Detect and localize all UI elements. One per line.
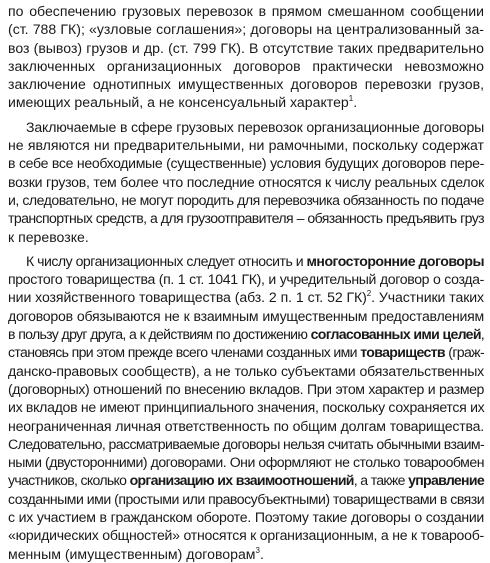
text-line — [8, 343, 484, 361]
text-run: простого товарищества (п. 1 ст. 1041 ГК), и учредительный договор о созда- — [8, 271, 484, 288]
footnote-ref: 3 — [255, 545, 260, 555]
text-run: неограниченная личная ответственность по общим долгам товарищества. — [8, 417, 484, 434]
text-line — [8, 490, 484, 508]
text-line — [8, 380, 484, 398]
text-line — [8, 545, 484, 563]
text-run: заключенных организационных договоров практически невозможно — [8, 57, 484, 74]
text-line — [8, 270, 484, 288]
text-run: к перевозке. — [8, 228, 89, 245]
text-line — [8, 173, 484, 191]
bold-term: управление — [408, 472, 484, 489]
text-line — [8, 435, 484, 453]
text-run: ными (двусторонними) договорами. Они оформляют не столько товарообмен — [8, 454, 484, 471]
text-line — [8, 57, 484, 75]
text-line — [8, 325, 484, 343]
text-run: в себе все необходимые (существенные) условия будущих договоров пере- — [8, 155, 484, 172]
paragraph-1 — [8, 2, 484, 112]
text-run: . Участники таких — [371, 289, 484, 306]
paragraph-3 — [8, 252, 484, 563]
text-line — [8, 136, 484, 154]
text-run: , — [480, 326, 484, 343]
text-run: созданными ими (простыми или правосубъектными) товариществами в связи — [8, 490, 485, 507]
text-line — [8, 93, 484, 111]
text-run: данско-правовых сообществ), а не только субъектами обязательственных — [8, 362, 484, 379]
text-line — [8, 307, 484, 325]
bold-term: товариществ — [360, 344, 445, 361]
text-line — [8, 39, 484, 57]
text-run: воз (вывоз) грузов и др. (ст. 799 ГК). В отсутствие таких предварительно — [8, 39, 484, 56]
text-run: Следовательно, рассматриваемые договоры нельзя считать обычными взаим- — [8, 435, 485, 452]
text-run: в пользу друг друга, а к действиям по достижению — [8, 326, 311, 343]
text-line — [8, 154, 484, 172]
text-line — [8, 398, 484, 416]
footnote-ref: 2 — [366, 289, 372, 299]
text-line — [8, 118, 484, 136]
text-run: заключение однотипных имущественных договоров перевозки грузов, — [8, 76, 484, 93]
text-run: имеющих реальный, а не консенсуальный характер — [8, 94, 349, 111]
text-run: . — [353, 94, 358, 111]
text-run: участников, сколько — [8, 472, 130, 489]
text-run: возки грузов, тем более что последние относятся к числу реальных сделок — [8, 173, 484, 190]
text-run: , а также — [353, 472, 409, 489]
footnote-ref: 1 — [348, 94, 354, 104]
text-run: с их участием в гражданском обороте. Поэтому такие договоры о создании — [8, 509, 484, 526]
text-run: договоров обязываются не к взаимным имущественным предоставлениям — [8, 307, 484, 324]
text-run: «юридических общностей» относятся к организационным, а не к товарооб- — [8, 527, 484, 544]
text-run: (ст. 788 ГК); «узловые соглашения»; договоры на централизованный за- — [8, 21, 484, 38]
text-run: их вкладов не имеют принципиального значения, поскольку сохраняется их — [8, 399, 485, 416]
text-line — [8, 362, 484, 380]
paragraph-2 — [8, 118, 484, 246]
text-line — [8, 2, 484, 20]
text-line — [8, 209, 484, 227]
text-run: становясь при этом прежде всего членами созданных ими — [8, 344, 361, 361]
text-line — [8, 417, 484, 435]
text-line — [8, 288, 484, 306]
bold-term: организацию их взаимоотношений — [129, 472, 354, 489]
text-line — [8, 526, 484, 544]
text-line — [8, 191, 484, 209]
bold-term: согласованных ими целей — [310, 326, 481, 343]
text-line — [8, 75, 484, 93]
text-run: и, следовательно, не могут породить для перевозчика обязанность по подаче — [8, 191, 484, 208]
text-line — [8, 228, 484, 246]
text-run: по обеспечению грузовых перевозок в прямом смешанном сообщении — [8, 3, 484, 19]
text-run: К числу организационных следует относить и — [26, 252, 307, 269]
text-line — [8, 252, 484, 270]
text-run: нии хозяйственного товарищества (абз. 2 п. 1 ст. 52 ГК) — [8, 289, 367, 306]
text-line — [8, 453, 484, 471]
text-line — [8, 20, 484, 38]
text-run: (договорных) отношений по внесению вкладов. При этом характер и размер — [8, 380, 484, 397]
bold-term: многосторонние договоры — [306, 252, 485, 269]
text-run: . — [259, 545, 264, 562]
text-line — [8, 471, 484, 489]
text-run: Заключаемые в сфере грузовых перевозок организационные договоры — [26, 118, 485, 135]
text-line — [8, 508, 484, 526]
text-run: не являются ни предварительными, ни рамочными, поскольку содержат — [8, 137, 484, 154]
text-run: менным (имущественным) договорам — [8, 545, 256, 562]
text-run: (граж- — [444, 344, 485, 361]
text-run: транспортных средств, а для грузоотправителя – обязанность предъявить груз — [8, 210, 484, 227]
